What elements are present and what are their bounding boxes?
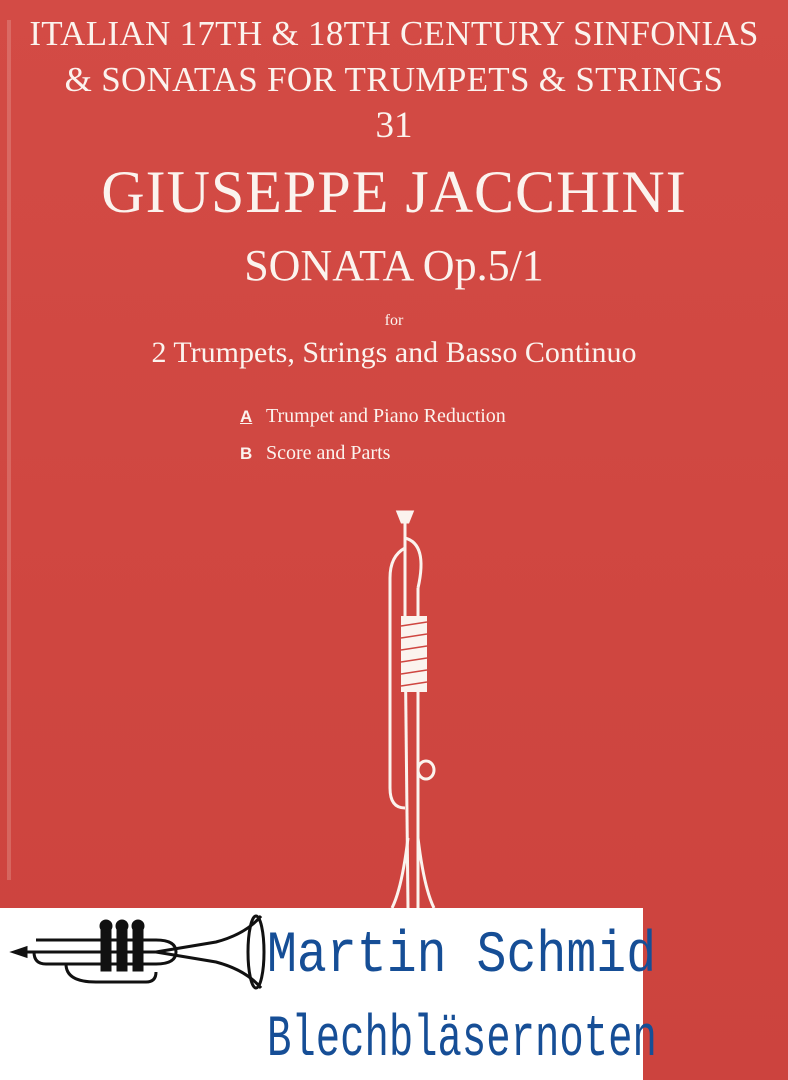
edition-list	[240, 398, 506, 472]
edition-key: A	[240, 407, 253, 426]
work-title: SONATA Op.5/1	[244, 241, 544, 290]
spine-text-decoration	[4, 20, 14, 880]
series-title-line2: & SONATAS FOR TRUMPETS & STRINGS	[64, 60, 724, 99]
edition-label: Trumpet and Piano Reduction	[266, 405, 506, 427]
composer-name: GIUSEPPE JACCHINI	[101, 159, 687, 225]
for-label: for	[384, 312, 404, 329]
series-number: 31	[375, 105, 413, 146]
trumpet-icon	[6, 912, 266, 992]
series-title-line1: ITALIAN 17TH & 18TH CENTURY SINFONIAS	[29, 14, 759, 53]
edition-item	[240, 435, 506, 472]
scoring: 2 Trumpets, Strings and Basso Continuo	[151, 336, 637, 369]
edition-item	[240, 398, 506, 435]
edition-key: B	[240, 444, 253, 463]
publisher-name-line2: Blechbläsernoten	[267, 1008, 657, 1073]
publisher-name-line1: Martin Schmid	[267, 924, 657, 989]
edition-label: Score and Parts	[266, 442, 391, 464]
natural-trumpet-illustration	[368, 508, 458, 908]
